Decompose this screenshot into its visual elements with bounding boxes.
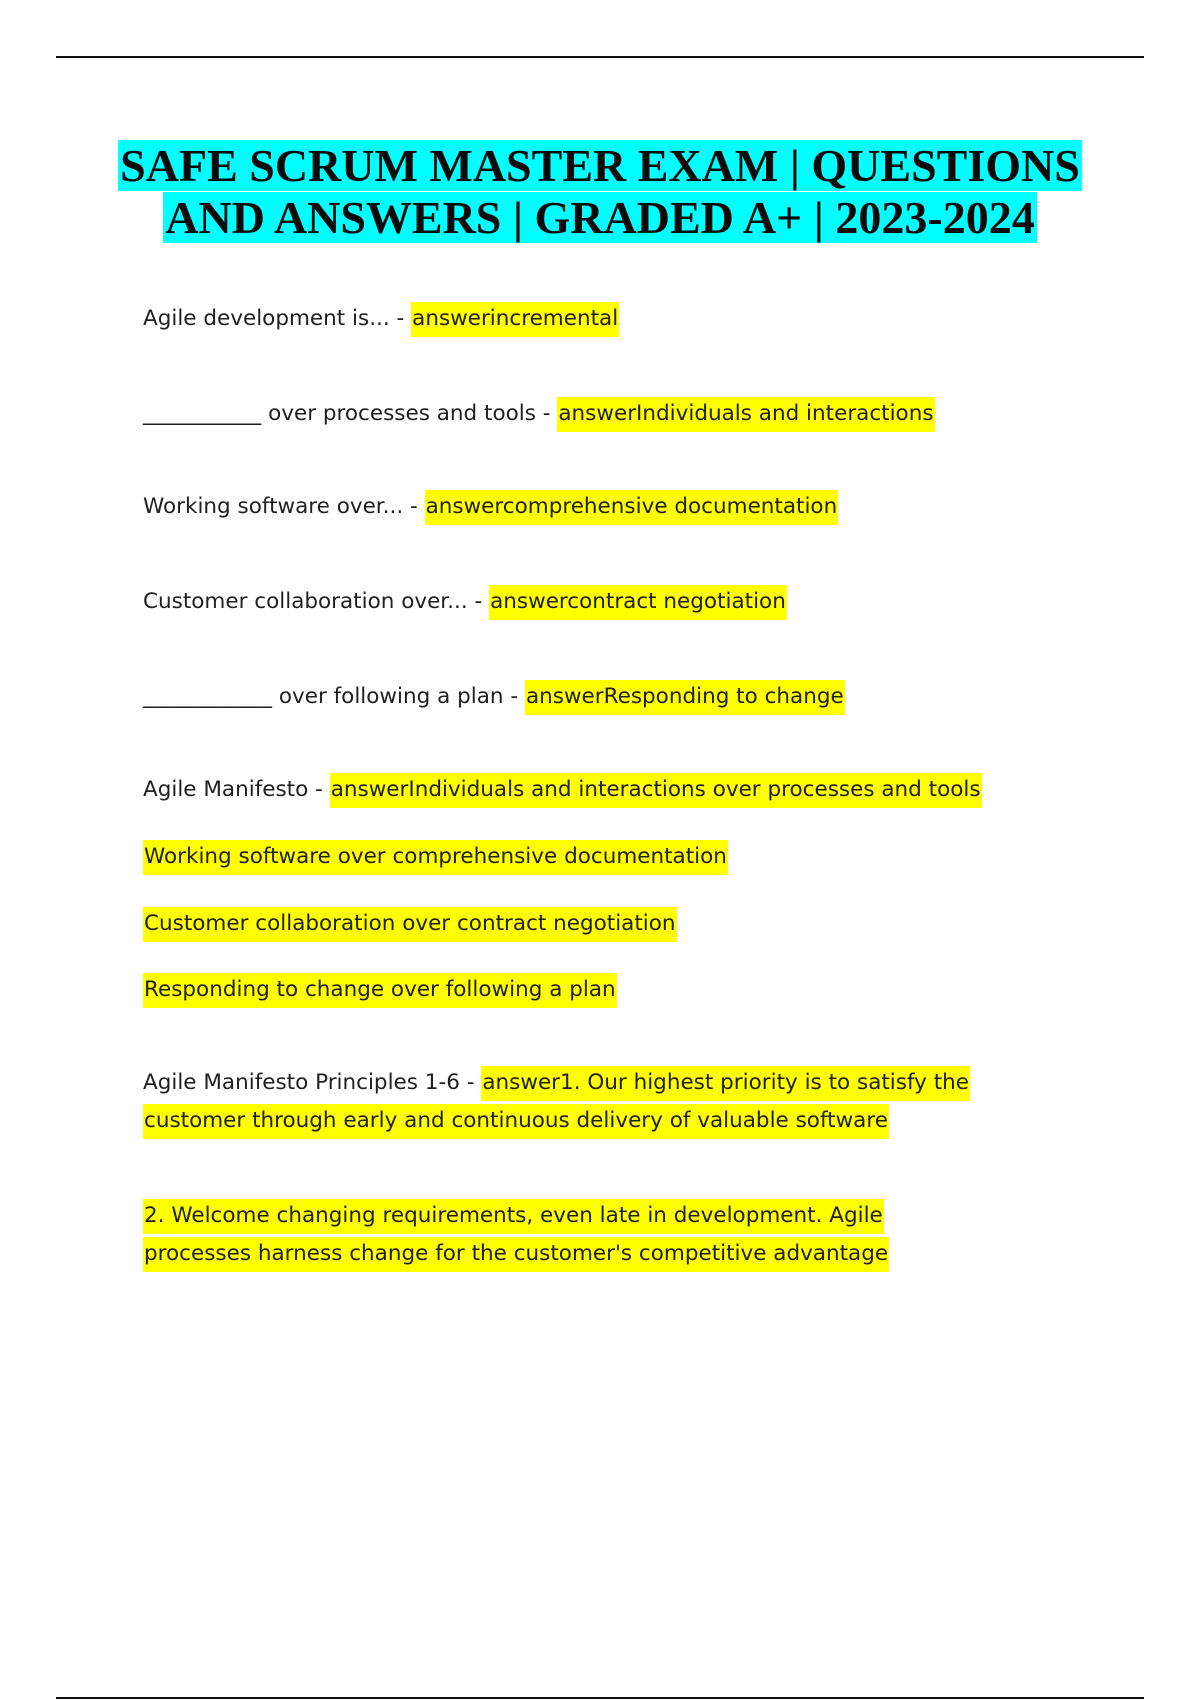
question-text: ____________ over following a plan - bbox=[143, 684, 525, 709]
qa-item bbox=[143, 771, 1043, 809]
question-text: Agile development is... - bbox=[143, 306, 412, 331]
answer-text: answerIndividuals and interactions over processes and tools bbox=[330, 773, 982, 808]
qa-item bbox=[143, 905, 1043, 943]
title-highlight: SAFE SCRUM MASTER EXAM | QUESTIONS AND ANSWERS | GRADED A+ | 2023-2024 bbox=[120, 140, 1080, 243]
page-title bbox=[100, 140, 1100, 244]
question-text: Agile Manifesto Principles 1-6 - bbox=[143, 1070, 482, 1095]
question-text: Agile Manifesto - bbox=[143, 777, 330, 802]
qa-item bbox=[143, 1197, 963, 1273]
answer-text: Working software over comprehensive documentation bbox=[143, 840, 728, 875]
qa-item bbox=[143, 300, 1043, 338]
qa-item bbox=[143, 583, 1043, 621]
question-text: Customer collaboration over... - bbox=[143, 589, 490, 614]
top-rule bbox=[56, 56, 1144, 58]
qa-item bbox=[143, 488, 1043, 526]
answer-text: answerResponding to change bbox=[525, 680, 845, 715]
qa-item bbox=[143, 1064, 1043, 1140]
qa-item bbox=[143, 971, 1043, 1009]
answer-text: Customer collaboration over contract negotiation bbox=[143, 907, 677, 942]
answer-text: answercontract negotiation bbox=[489, 585, 787, 620]
answer-text: answer1. Our highest priority is to satisfy the customer through early and continuous delivery of valuable software bbox=[143, 1066, 970, 1139]
answer-text: answerincremental bbox=[411, 302, 619, 337]
qa-item bbox=[143, 678, 1043, 716]
answer-text: answercomprehensive documentation bbox=[425, 490, 839, 525]
qa-item bbox=[143, 395, 1043, 433]
answer-text: Responding to change over following a plan bbox=[143, 973, 617, 1008]
answer-text: answerIndividuals and interactions bbox=[557, 397, 934, 432]
qa-item bbox=[143, 838, 1043, 876]
bottom-rule bbox=[56, 1697, 1144, 1699]
question-text: ___________ over processes and tools - bbox=[143, 401, 558, 426]
question-text: Working software over... - bbox=[143, 494, 425, 519]
answer-text: 2. Welcome changing requirements, even late in development. Agile processes harness change for the customer's competitive advantage bbox=[143, 1199, 889, 1272]
